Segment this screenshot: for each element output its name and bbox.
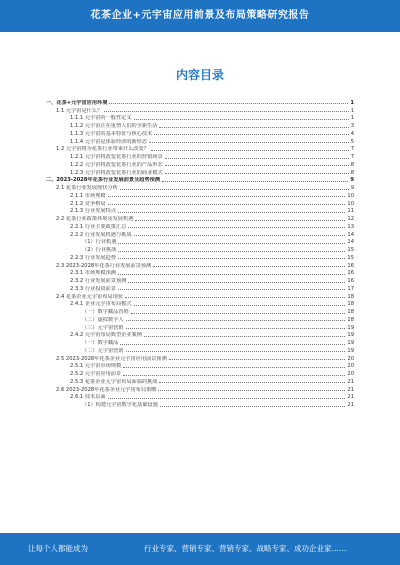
toc-entry[interactable] — [46, 114, 354, 122]
toc-entry-label: 2.1.1 市场规模 — [70, 192, 106, 199]
toc-entry-page: 1 — [350, 115, 354, 122]
toc-leader-dots — [154, 134, 348, 135]
toc-entry-page: 4 — [350, 130, 354, 137]
toc-leader-dots — [120, 344, 345, 345]
toc-entry-label: 1.1.2 元宇宙正在重塑人们的全新生活 — [70, 123, 158, 129]
toc-entry[interactable] — [46, 261, 354, 269]
toc-leader-dots — [169, 359, 346, 360]
toc-entry[interactable] — [46, 292, 354, 300]
toc-leader-dots — [123, 375, 345, 376]
toc-entry-label: 2.2 花茶行业政策环境及发展机遇 — [56, 216, 134, 222]
toc-entry-page: 19 — [347, 332, 354, 339]
toc-entry-page: 7 — [350, 146, 354, 153]
toc-leader-dots — [160, 406, 345, 407]
toc-entry[interactable] — [46, 137, 354, 145]
toc-entry-page: 21 — [347, 402, 354, 408]
toc-entry[interactable] — [46, 222, 354, 230]
toc-entry-page: 18 — [347, 293, 354, 300]
toc-entry-page: 12 — [347, 216, 354, 222]
footer-slogan-right: 行业专家、营销专家、营销专家、战略专家、成功企业家…… — [144, 544, 347, 553]
toc-entry[interactable] — [46, 338, 354, 346]
toc-entry[interactable] — [46, 315, 354, 323]
toc-entry-page: 15 — [347, 247, 354, 253]
toc-entry-label: 2.1 花茶行业发展现状分析 — [56, 185, 118, 191]
toc-leader-dots — [120, 189, 349, 190]
toc-entry-label: 2.5 2023-2028年花茶企业元宇宙应用前景预测 — [56, 355, 167, 362]
toc-entry-label: 2.5.3 花茶企业元宇宙布局面临的挑战 — [70, 378, 158, 385]
toc-leader-dots — [159, 382, 345, 383]
toc-entry-page: 16 — [347, 262, 354, 269]
toc-entry-label: 2.3.2 行业发展前景预测 — [70, 278, 127, 284]
page-header — [0, 0, 400, 32]
toc-entry-label: 2.2.1 行业主要政策汇总 — [70, 223, 127, 230]
toc-entry-label: 2.5.1 元宇宙市场规模 — [70, 363, 122, 370]
toc-leader-dots — [108, 196, 346, 197]
toc-entry[interactable] — [46, 106, 354, 114]
toc-entry-label: 2.2.3 行业发展趋势 — [70, 254, 116, 261]
toc-entry-page: 19 — [347, 324, 354, 331]
toc-entry-page: 18 — [347, 309, 354, 315]
toc-entry-label: 2.3 2023-2028年花茶行业发展前景预测 — [56, 262, 152, 269]
toc-entry-page: 1 — [350, 99, 354, 106]
toc-entry-label: 1.2.2 元宇宙将改变花茶行业的产品形态 — [70, 161, 163, 168]
toc-entry[interactable] — [46, 393, 354, 401]
toc-entry[interactable] — [46, 121, 354, 129]
toc-leader-dots — [134, 119, 349, 120]
toc-entry[interactable] — [46, 176, 354, 184]
toc-entry-page: 20 — [347, 371, 354, 377]
toc-leader-dots — [128, 282, 345, 283]
toc-leader-dots — [134, 235, 346, 236]
toc-leader-dots — [104, 111, 348, 112]
toc-entry[interactable] — [46, 207, 354, 215]
toc-entry[interactable] — [46, 245, 354, 253]
toc-entry-label: 二、2023-2028年花茶行业发展前景及趋势预测 — [46, 177, 161, 184]
toc-entry-page: 20 — [347, 355, 354, 362]
toc-entry[interactable] — [46, 276, 354, 284]
toc-entry-label: 一、花茶+元宇宙应用环境 — [46, 99, 108, 106]
toc-entry[interactable] — [46, 191, 354, 199]
toc-entry-label: 1.2.3 元宇宙将改变花茶行业的商业模式 — [70, 169, 163, 176]
toc-leader-dots — [128, 227, 345, 228]
toc-entry-page: 15 — [347, 254, 354, 261]
toc-entry[interactable] — [46, 377, 354, 385]
toc-entry-label: （2）行业挑战 — [82, 247, 117, 253]
toc-entry-label: 2.5.2 元宇宙应用前景 — [70, 371, 122, 377]
toc-leader-dots — [123, 367, 345, 368]
toc-leader-dots — [108, 204, 346, 205]
toc-entry[interactable] — [46, 230, 354, 238]
toc-leader-dots — [125, 297, 345, 298]
toc-entry-page: 21 — [347, 378, 354, 385]
toc-entry[interactable] — [46, 214, 354, 222]
toc-leader-dots — [165, 165, 349, 166]
toc-entry-page: 11 — [347, 208, 354, 215]
toc-leader-dots — [165, 173, 349, 174]
toc-leader-dots — [118, 251, 345, 252]
toc-leader-dots — [153, 266, 345, 267]
toc-entry[interactable] — [46, 160, 354, 168]
toc-entry-page: 18 — [347, 316, 354, 323]
toc-entry-page: 20 — [347, 363, 354, 370]
toc-entry-page: 10 — [347, 192, 354, 199]
toc-entry-label: 2.4 花茶企业元宇宙布局现状 — [56, 293, 123, 300]
toc-entry-page: 21 — [347, 386, 354, 393]
toc-entry-page: 7 — [350, 154, 354, 160]
toc-entry[interactable] — [46, 331, 354, 339]
toc-entry-label: （1）行业机遇 — [82, 239, 117, 246]
toc-entry[interactable] — [46, 284, 354, 292]
toc-entry[interactable] — [46, 269, 354, 277]
toc-entry[interactable] — [46, 129, 354, 137]
toc-entry-label: 1.1 元宇宙是什么？ — [56, 107, 103, 114]
toc-leader-dots — [118, 258, 345, 259]
toc-entry[interactable] — [46, 362, 354, 370]
toc-leader-dots — [109, 103, 348, 104]
toc-entry-page: 10 — [347, 200, 354, 207]
toc-leader-dots — [159, 127, 348, 128]
toc-leader-dots — [158, 390, 345, 391]
toc-entry-page: 8 — [350, 161, 354, 168]
table-of-contents — [46, 98, 354, 408]
toc-entry-label: 2.1.2 竞争格局 — [70, 200, 106, 207]
toc-entry-label: 1.1.3 元宇宙的基本特征与核心技术 — [70, 130, 153, 137]
toc-leader-dots — [108, 398, 346, 399]
toc-entry[interactable] — [46, 98, 354, 106]
toc-entry-page: 21 — [347, 394, 354, 401]
toc-entry-page: 13 — [347, 223, 354, 230]
toc-entry-label: 1.2.1 元宇宙将改变花茶行业的营销场景 — [70, 154, 163, 160]
toc-leader-dots — [118, 243, 345, 244]
toc-entry[interactable] — [46, 385, 354, 393]
toc-entry-label: 2.2.2 行业发展机遇与挑战 — [70, 231, 132, 238]
toc-leader-dots — [131, 313, 346, 314]
toc-entry[interactable] — [46, 145, 354, 153]
toc-leader-dots — [118, 212, 345, 213]
toc-entry-page: 16 — [347, 278, 354, 284]
toc-entry[interactable] — [46, 253, 354, 261]
toc-entry[interactable] — [46, 369, 354, 377]
toc-leader-dots — [118, 274, 345, 275]
toc-entry-page: 9 — [350, 185, 354, 191]
toc-entry[interactable] — [46, 183, 354, 191]
toc-entry-page: 5 — [350, 138, 354, 145]
toc-entry-page: 8 — [350, 169, 354, 176]
toc-entry-label: 1.1.4 元宇宙是体验经济的新形态 — [70, 138, 148, 145]
footer-slogan-left: 让每个人都能成为 — [28, 544, 88, 553]
toc-entry-page: 18 — [347, 301, 354, 308]
toc-leader-dots — [126, 351, 346, 352]
toc-entry-label: 2.4.1 企业元宇宙布局模式 — [70, 301, 132, 308]
toc-heading: 内容目录 — [175, 68, 224, 82]
toc-leader-dots — [162, 181, 348, 182]
toc-entry[interactable] — [46, 354, 354, 362]
toc-leader-dots — [149, 142, 349, 143]
toc-entry-label: 2.3.3 行业投资前景 — [70, 285, 116, 292]
toc-entry[interactable] — [46, 323, 354, 331]
toc-entry-label: 2.1.3 行业发展特点 — [70, 208, 116, 215]
toc-entry-label: 1.2 元宇宙将为花茶行业带来什么改变？ — [56, 146, 149, 153]
toc-leader-dots — [165, 158, 349, 159]
toc-entry-page: 19 — [347, 347, 354, 354]
toc-entry-page: 17 — [347, 285, 354, 292]
toc-entry-page: 16 — [347, 270, 354, 277]
toc-entry[interactable] — [46, 152, 354, 160]
toc-leader-dots — [118, 289, 345, 290]
toc-entry[interactable] — [46, 307, 354, 315]
toc-entry-label: （1）构建元宇宙数字化基础设施 — [82, 402, 158, 408]
toc-entry-page: 1 — [350, 107, 354, 114]
toc-leader-dots — [126, 328, 346, 329]
report-title: 花茶企业+元宇宙应用前景及布局策略研究报告 — [90, 10, 310, 21]
toc-entry-page: 3 — [350, 123, 354, 129]
toc-leader-dots — [134, 305, 346, 306]
toc-entry[interactable] — [46, 199, 354, 207]
toc-entry-page: 9 — [350, 177, 354, 184]
toc-entry-label: （一）数字藏品 — [82, 340, 119, 346]
toc-leader-dots — [126, 320, 346, 321]
toc-entry-page: 14 — [347, 239, 354, 246]
toc-leader-dots — [144, 336, 345, 337]
toc-entry-label: （三）元宇宙营销 — [82, 324, 124, 331]
toc-entry-label: （二）虚拟数字人 — [82, 316, 124, 323]
toc-entry[interactable] — [46, 400, 354, 408]
toc-entry[interactable] — [46, 300, 354, 308]
toc-entry[interactable] — [46, 168, 354, 176]
page-footer — [0, 533, 400, 565]
toc-entry-label: （二）元宇宙营销 — [82, 347, 124, 354]
toc-entry[interactable] — [46, 346, 354, 354]
toc-entry-page: 19 — [347, 340, 354, 346]
toc-entry-label: 2.4.2 元宇宙布局典型企业案例 — [70, 332, 142, 339]
toc-entry[interactable] — [46, 238, 354, 246]
toc-entry-label: 2.6 2023-2028年花茶企业元宇宙布局策略 — [56, 386, 157, 393]
toc-leader-dots — [135, 220, 345, 221]
toc-entry-label: （一）数字藏品营销 — [82, 309, 129, 315]
toc-entry-label: 2.3.1 市场规模预测 — [70, 270, 116, 277]
toc-entry-label: 1.1.1 元宇宙的一般性定义 — [70, 115, 132, 122]
toc-entry-label: 2.6.1 技术层面 — [70, 394, 106, 401]
toc-entry-page: 14 — [347, 231, 354, 238]
toc-leader-dots — [151, 150, 349, 151]
